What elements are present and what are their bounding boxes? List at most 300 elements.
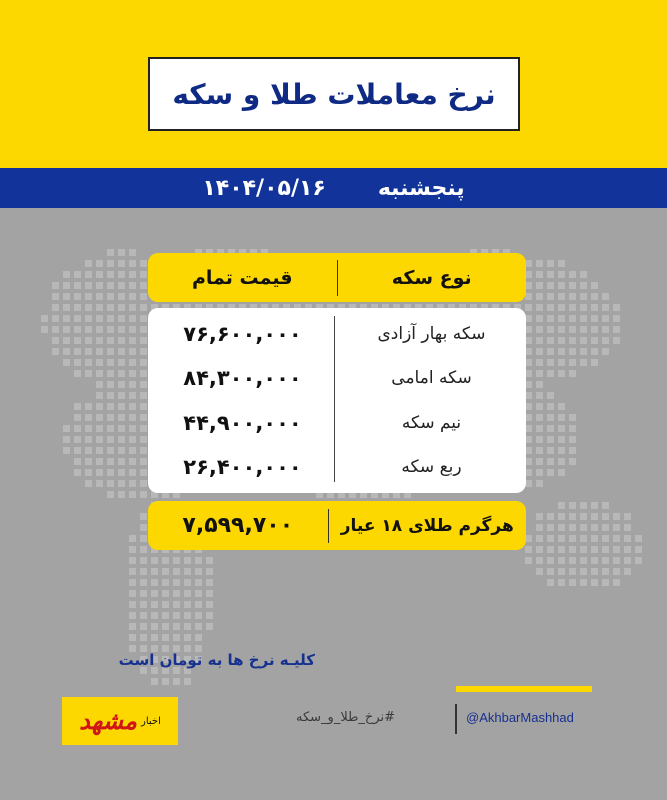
map-dot	[96, 469, 103, 476]
map-dot	[525, 458, 532, 465]
map-dot	[591, 546, 598, 553]
footer	[0, 697, 667, 745]
map-dot	[140, 337, 147, 344]
map-dot	[536, 458, 543, 465]
map-dot	[96, 315, 103, 322]
map-dot	[525, 271, 532, 278]
map-dot	[52, 326, 59, 333]
map-dot	[151, 634, 158, 641]
map-dot	[162, 678, 169, 685]
map-dot	[569, 370, 576, 377]
map-dot	[558, 524, 565, 531]
map-dot	[96, 381, 103, 388]
map-dot	[569, 436, 576, 443]
logo-small-text: اخبار	[141, 715, 161, 727]
map-dot	[624, 513, 631, 520]
map-dot	[85, 480, 92, 487]
map-dot	[602, 348, 609, 355]
map-dot	[129, 480, 136, 487]
map-dot	[558, 502, 565, 509]
map-dot	[151, 612, 158, 619]
map-dot	[74, 469, 81, 476]
map-dot	[525, 304, 532, 311]
map-dot	[118, 381, 125, 388]
map-dot	[635, 557, 642, 564]
map-dot	[118, 458, 125, 465]
map-dot	[129, 414, 136, 421]
coin-name: سکه امامی	[391, 368, 472, 389]
map-dot	[173, 590, 180, 597]
map-dot	[547, 535, 554, 542]
map-dot	[580, 348, 587, 355]
map-dot	[547, 326, 554, 333]
map-dot	[85, 304, 92, 311]
map-dot	[85, 293, 92, 300]
coin-price: ۷۶,۶۰۰,۰۰۰	[183, 322, 302, 347]
map-dot	[173, 579, 180, 586]
map-dot	[118, 271, 125, 278]
map-dot	[613, 315, 620, 322]
map-dot	[74, 315, 81, 322]
map-dot	[140, 513, 147, 520]
map-dot	[558, 260, 565, 267]
map-dot	[151, 623, 158, 630]
map-dot	[195, 579, 202, 586]
map-dot	[107, 381, 114, 388]
map-dot	[129, 634, 136, 641]
map-dot	[96, 414, 103, 421]
map-dot	[613, 513, 620, 520]
map-dot	[547, 348, 554, 355]
map-dot	[140, 359, 147, 366]
map-dot	[85, 447, 92, 454]
map-dot	[129, 370, 136, 377]
map-dot	[206, 601, 213, 608]
map-dot	[558, 546, 565, 553]
map-dot	[74, 293, 81, 300]
map-dot	[140, 458, 147, 465]
map-dot	[140, 282, 147, 289]
map-dot	[52, 282, 59, 289]
map-dot	[162, 623, 169, 630]
map-dot	[118, 293, 125, 300]
map-dot	[536, 293, 543, 300]
map-dot	[63, 447, 70, 454]
map-dot	[580, 282, 587, 289]
map-dot	[74, 370, 81, 377]
map-dot	[140, 370, 147, 377]
map-dot	[52, 304, 59, 311]
map-dot	[140, 557, 147, 564]
map-dot	[63, 315, 70, 322]
map-dot	[118, 315, 125, 322]
map-dot	[107, 392, 114, 399]
map-dot	[52, 315, 59, 322]
gold-price-row	[148, 501, 526, 550]
map-dot	[547, 524, 554, 531]
map-dot	[129, 337, 136, 344]
map-dot	[151, 678, 158, 685]
map-dot	[602, 293, 609, 300]
map-dot	[602, 502, 609, 509]
map-dot	[140, 348, 147, 355]
map-dot	[63, 271, 70, 278]
map-dot	[536, 535, 543, 542]
map-dot	[536, 436, 543, 443]
map-dot	[140, 392, 147, 399]
map-dot	[525, 359, 532, 366]
coin-price: ۲۶,۴۰۰,۰۰۰	[183, 454, 302, 479]
map-dot	[140, 590, 147, 597]
map-dot	[602, 546, 609, 553]
map-dot	[107, 370, 114, 377]
map-dot	[41, 315, 48, 322]
map-dot	[591, 513, 598, 520]
map-dot	[107, 447, 114, 454]
map-dot	[525, 414, 532, 421]
map-dot	[536, 315, 543, 322]
map-dot	[525, 326, 532, 333]
map-dot	[107, 469, 114, 476]
map-dot	[140, 568, 147, 575]
brand-logo	[62, 697, 178, 745]
map-dot	[96, 337, 103, 344]
map-dot	[580, 568, 587, 575]
map-dot	[569, 502, 576, 509]
map-dot	[129, 403, 136, 410]
map-dot	[547, 293, 554, 300]
map-dot	[129, 557, 136, 564]
map-dot	[140, 436, 147, 443]
map-dot	[195, 601, 202, 608]
map-dot	[63, 359, 70, 366]
map-dot	[569, 337, 576, 344]
map-dot	[547, 546, 554, 553]
map-dot	[195, 634, 202, 641]
map-dot	[107, 326, 114, 333]
map-dot	[569, 315, 576, 322]
map-dot	[63, 337, 70, 344]
map-dot	[547, 579, 554, 586]
map-dot	[74, 447, 81, 454]
map-dot	[162, 634, 169, 641]
map-dot	[52, 348, 59, 355]
map-dot	[525, 469, 532, 476]
map-dot	[85, 425, 92, 432]
map-dot	[635, 546, 642, 553]
map-dot	[129, 249, 136, 256]
map-dot	[624, 557, 631, 564]
map-dot	[129, 315, 136, 322]
map-dot	[85, 315, 92, 322]
map-dot	[184, 678, 191, 685]
page-title: نرخ معاملات طلا و سکه	[172, 77, 496, 111]
map-dot	[195, 568, 202, 575]
map-dot	[536, 480, 543, 487]
map-dot	[613, 579, 620, 586]
map-dot	[547, 392, 554, 399]
map-dot	[536, 447, 543, 454]
table-row	[148, 313, 526, 355]
accent-bar	[456, 686, 592, 692]
map-dot	[206, 568, 213, 575]
map-dot	[129, 304, 136, 311]
map-dot	[107, 282, 114, 289]
map-dot	[602, 579, 609, 586]
map-dot	[129, 359, 136, 366]
map-dot	[525, 535, 532, 542]
map-dot	[85, 414, 92, 421]
map-dot	[580, 326, 587, 333]
map-dot	[569, 557, 576, 564]
map-dot	[613, 568, 620, 575]
map-dot	[74, 337, 81, 344]
map-dot	[525, 557, 532, 564]
map-dot	[74, 414, 81, 421]
map-dot	[173, 601, 180, 608]
map-dot	[525, 447, 532, 454]
table-header	[148, 253, 526, 302]
map-dot	[140, 469, 147, 476]
map-dot	[591, 293, 598, 300]
map-dot	[569, 414, 576, 421]
gold-price: ۷,۵۹۹,۷۰۰	[182, 513, 294, 538]
map-dot	[107, 293, 114, 300]
map-dot	[602, 326, 609, 333]
map-dot	[591, 326, 598, 333]
map-dot	[140, 535, 147, 542]
map-dot	[580, 293, 587, 300]
coin-name: ربع سکه	[401, 456, 462, 477]
map-dot	[525, 392, 532, 399]
map-dot	[118, 326, 125, 333]
map-dot	[85, 348, 92, 355]
map-dot	[173, 568, 180, 575]
map-dot	[547, 447, 554, 454]
map-dot	[206, 612, 213, 619]
map-dot	[129, 469, 136, 476]
map-dot	[74, 271, 81, 278]
map-dot	[140, 623, 147, 630]
map-dot	[613, 546, 620, 553]
map-dot	[162, 568, 169, 575]
map-dot	[118, 491, 125, 498]
map-dot	[558, 414, 565, 421]
map-dot	[569, 568, 576, 575]
map-dot	[547, 315, 554, 322]
map-dot	[591, 524, 598, 531]
map-dot	[118, 469, 125, 476]
map-dot	[536, 392, 543, 399]
map-dot	[129, 579, 136, 586]
map-dot	[118, 425, 125, 432]
map-dot	[547, 436, 554, 443]
map-dot	[547, 469, 554, 476]
map-dot	[140, 634, 147, 641]
map-dot	[536, 260, 543, 267]
map-dot	[184, 601, 191, 608]
map-dot	[580, 557, 587, 564]
column-header-price: قیمت تمام	[191, 266, 293, 289]
map-dot	[569, 326, 576, 333]
map-dot	[74, 458, 81, 465]
map-dot	[184, 623, 191, 630]
map-dot	[118, 403, 125, 410]
title-box	[148, 57, 520, 131]
map-dot	[591, 502, 598, 509]
day-name: پنجشنبه	[377, 175, 465, 201]
map-dot	[591, 535, 598, 542]
map-dot	[129, 458, 136, 465]
map-dot	[129, 491, 136, 498]
map-dot	[118, 304, 125, 311]
map-dot	[140, 403, 147, 410]
map-dot	[107, 491, 114, 498]
map-dot	[536, 326, 543, 333]
map-dot	[602, 535, 609, 542]
map-dot	[580, 502, 587, 509]
map-dot	[85, 326, 92, 333]
map-dot	[184, 568, 191, 575]
map-dot	[140, 260, 147, 267]
map-dot	[162, 557, 169, 564]
map-dot	[85, 458, 92, 465]
map-dot	[591, 337, 598, 344]
map-dot	[107, 348, 114, 355]
map-dot	[63, 436, 70, 443]
map-dot	[525, 403, 532, 410]
map-dot	[151, 590, 158, 597]
map-dot	[536, 348, 543, 355]
map-dot	[96, 403, 103, 410]
map-dot	[74, 359, 81, 366]
map-dot	[107, 480, 114, 487]
map-dot	[624, 568, 631, 575]
map-dot	[118, 249, 125, 256]
map-dot	[129, 425, 136, 432]
map-dot	[162, 579, 169, 586]
map-dot	[85, 436, 92, 443]
map-dot	[173, 557, 180, 564]
map-dot	[602, 315, 609, 322]
map-dot	[591, 282, 598, 289]
map-dot	[107, 425, 114, 432]
map-dot	[591, 315, 598, 322]
map-dot	[107, 337, 114, 344]
map-dot	[85, 469, 92, 476]
map-dot	[558, 370, 565, 377]
map-dot	[558, 458, 565, 465]
map-dot	[96, 480, 103, 487]
map-dot	[195, 557, 202, 564]
map-dot	[173, 678, 180, 685]
map-dot	[140, 315, 147, 322]
map-dot	[569, 458, 576, 465]
hashtag[interactable]: #نرخ_طلا_و_سکه	[296, 710, 395, 725]
map-dot	[63, 293, 70, 300]
map-dot	[96, 425, 103, 432]
map-dot	[140, 601, 147, 608]
map-dot	[96, 392, 103, 399]
map-dot	[129, 436, 136, 443]
map-dot	[195, 590, 202, 597]
social-handle[interactable]: @AkhbarMashhad	[466, 710, 574, 725]
map-dot	[624, 546, 631, 553]
map-dot	[85, 271, 92, 278]
map-dot	[525, 282, 532, 289]
map-dot	[536, 425, 543, 432]
map-dot	[547, 337, 554, 344]
coin-price: ۴۴,۹۰۰,۰۰۰	[183, 410, 302, 435]
map-dot	[52, 337, 59, 344]
table-row	[148, 357, 526, 399]
map-dot	[569, 546, 576, 553]
map-dot	[525, 425, 532, 432]
map-dot	[140, 326, 147, 333]
map-dot	[151, 601, 158, 608]
map-dot	[118, 370, 125, 377]
map-dot	[569, 282, 576, 289]
map-dot	[558, 447, 565, 454]
map-dot	[613, 524, 620, 531]
map-dot	[547, 513, 554, 520]
map-dot	[173, 634, 180, 641]
table-row	[148, 402, 526, 444]
map-dot	[129, 623, 136, 630]
map-dot	[525, 436, 532, 443]
map-dot	[569, 304, 576, 311]
map-dot	[206, 557, 213, 564]
map-dot	[569, 293, 576, 300]
map-dot	[624, 524, 631, 531]
map-dot	[558, 535, 565, 542]
map-dot	[558, 425, 565, 432]
map-dot	[173, 623, 180, 630]
map-dot	[569, 447, 576, 454]
column-divider	[334, 316, 335, 482]
map-dot	[129, 546, 136, 553]
map-dot	[547, 271, 554, 278]
logo-main-text: مشهد	[79, 707, 138, 735]
map-dot	[118, 480, 125, 487]
map-dot	[536, 513, 543, 520]
map-dot	[558, 293, 565, 300]
map-dot	[85, 370, 92, 377]
map-dot	[525, 546, 532, 553]
map-dot	[140, 612, 147, 619]
map-dot	[547, 458, 554, 465]
map-dot	[558, 359, 565, 366]
map-dot	[140, 425, 147, 432]
map-dot	[547, 557, 554, 564]
map-dot	[558, 436, 565, 443]
map-dot	[140, 579, 147, 586]
map-dot	[129, 601, 136, 608]
map-dot	[558, 557, 565, 564]
map-dot	[151, 568, 158, 575]
map-dot	[536, 403, 543, 410]
map-dot	[547, 425, 554, 432]
date-bar	[0, 168, 667, 208]
map-dot	[591, 579, 598, 586]
table-body	[148, 308, 526, 493]
map-dot	[602, 524, 609, 531]
map-dot	[85, 403, 92, 410]
map-dot	[536, 381, 543, 388]
map-dot	[140, 271, 147, 278]
map-dot	[591, 348, 598, 355]
map-dot	[129, 282, 136, 289]
